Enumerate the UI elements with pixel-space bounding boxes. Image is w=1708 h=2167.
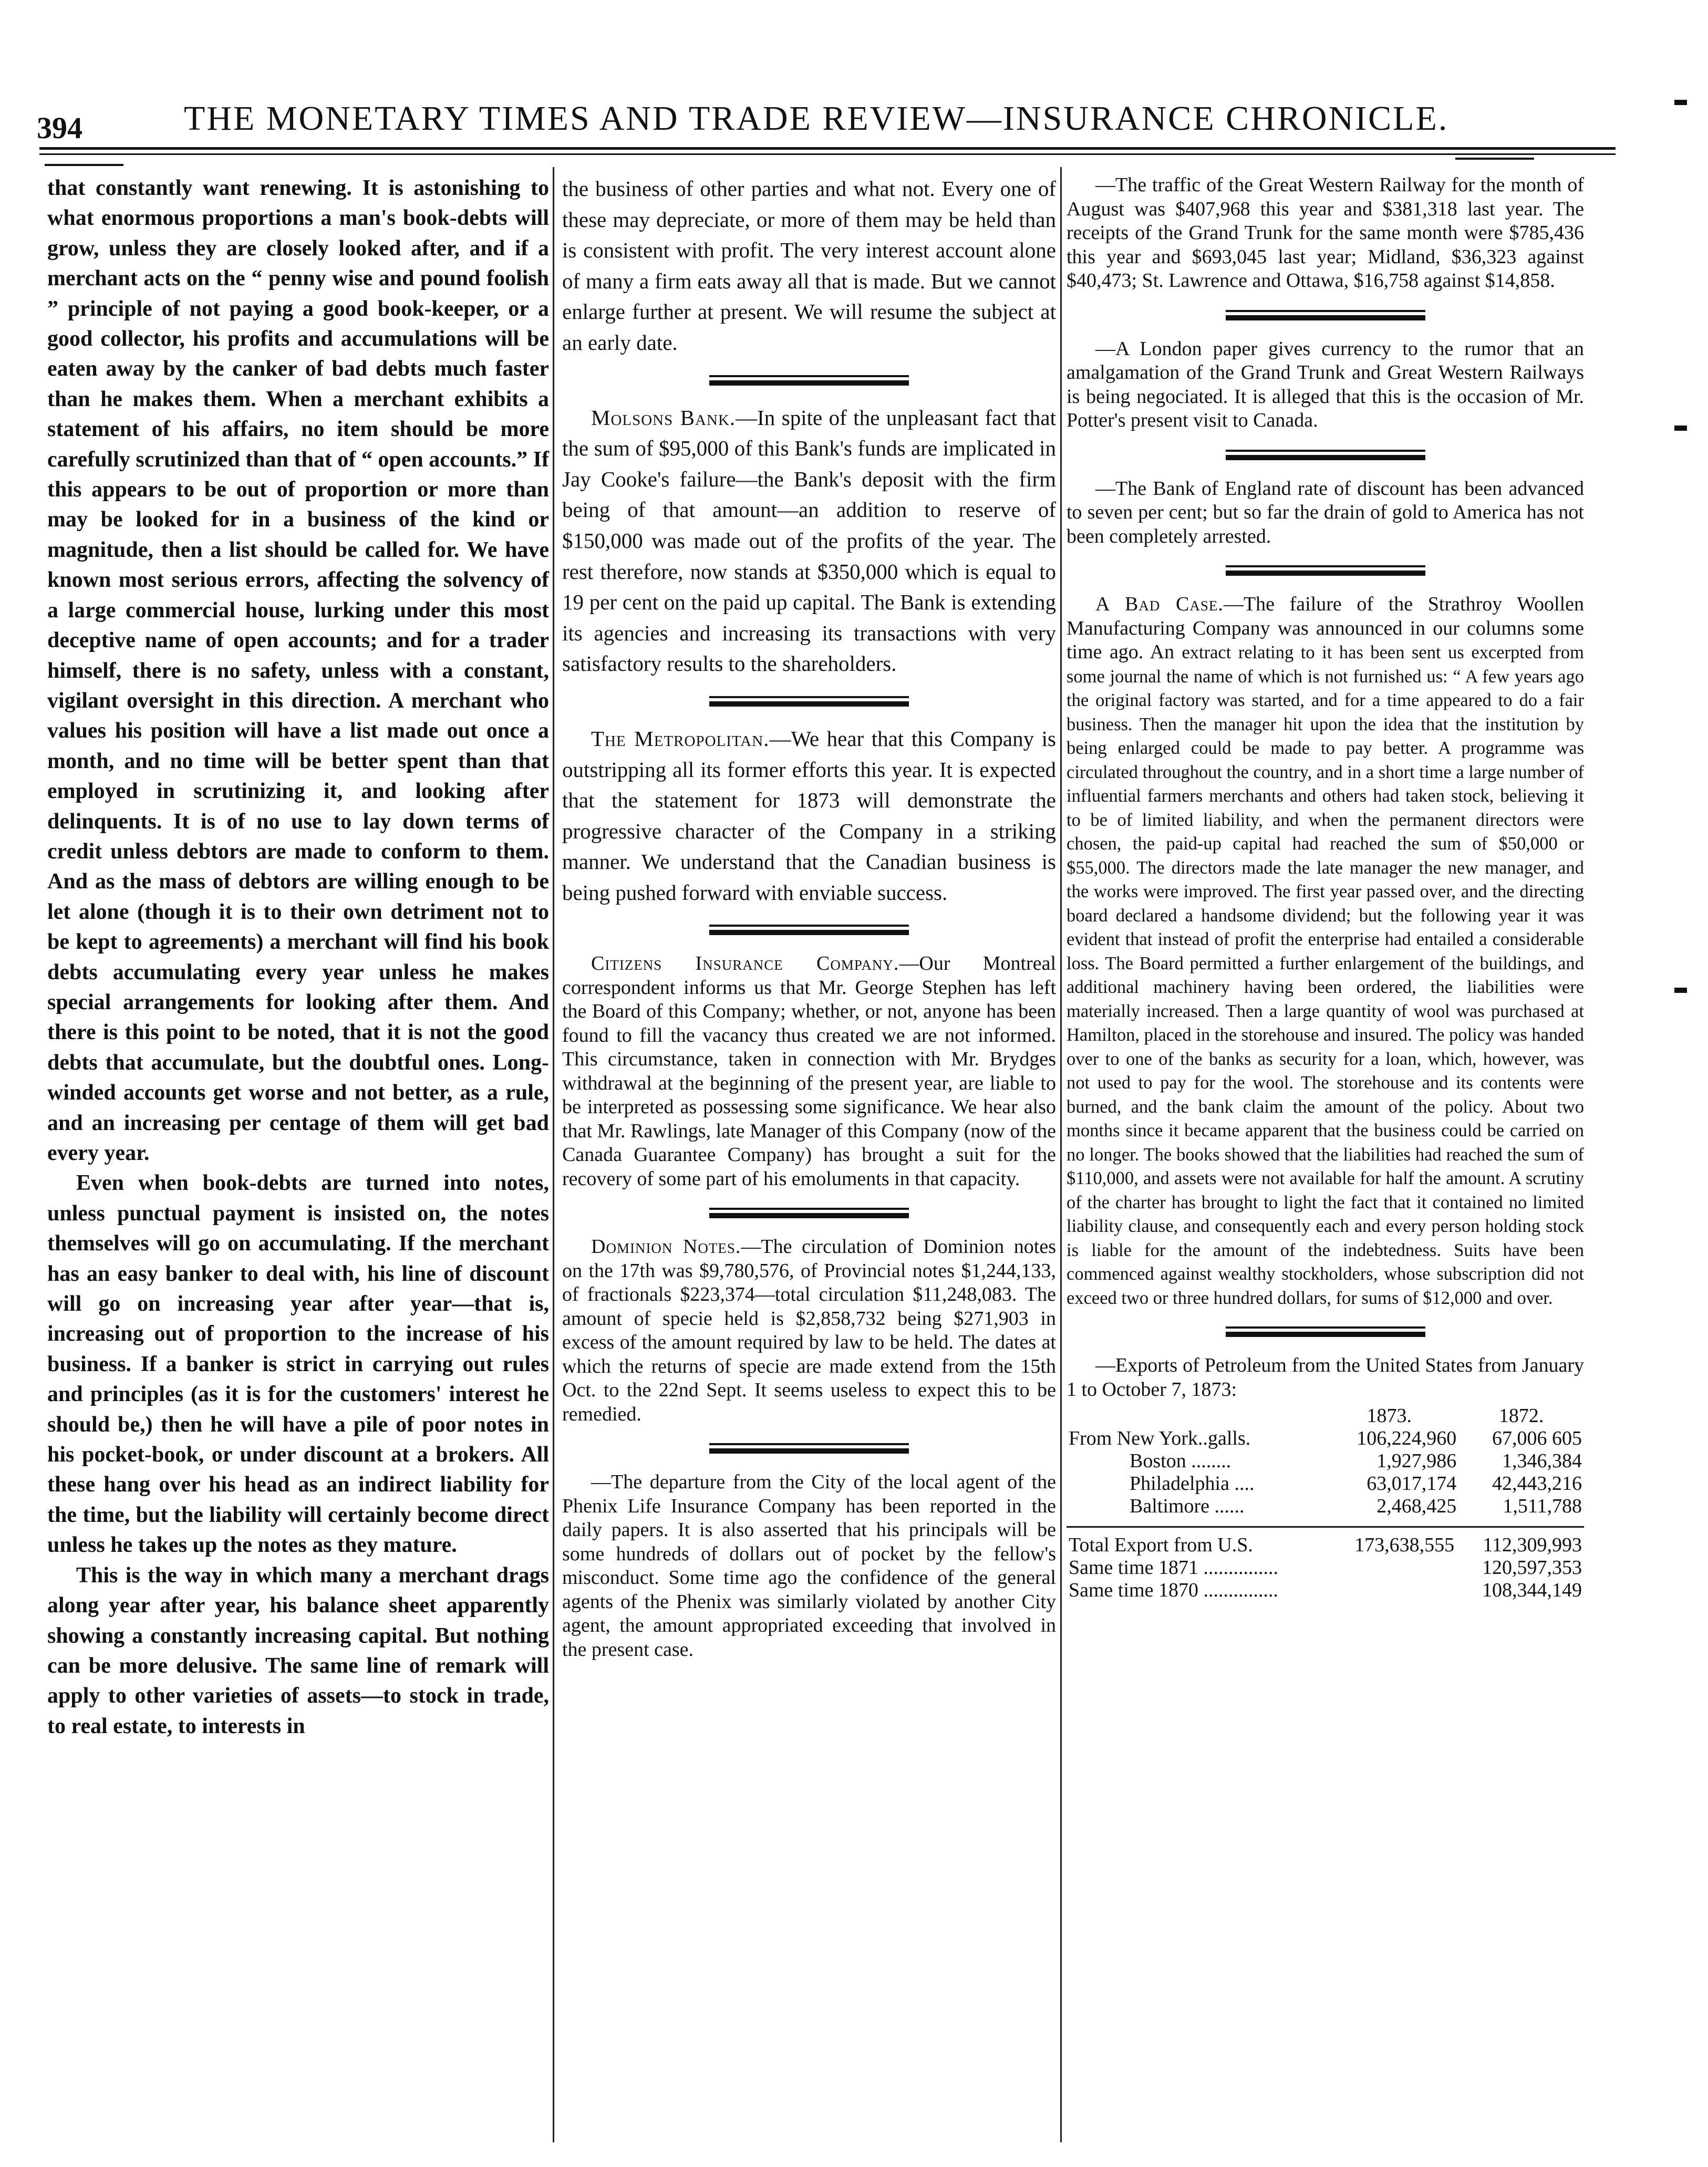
cell-1873: 1,927,986: [1376, 1450, 1457, 1472]
section-separator: [709, 1206, 909, 1219]
article-heading: Dominion Notes.: [591, 1236, 741, 1258]
section-separator: [1226, 1324, 1425, 1338]
column-3: [1067, 173, 1584, 1602]
article-body: —The circulation of Dominion notes on the 17th was $9,780,576, of Provincial notes $1,244,133, of fractionals $223,374—total circulation $11,248,083. The amount of specie held is $2,858,732 being $271,903 in excess of the amount required by law to be held. The dates at which the returns of specie are made extend from the 15th Oct. to the 22nd Sept. It seems useless to expect this to be remedied.: [562, 1236, 1056, 1425]
article-molsons-bank: [562, 402, 1056, 679]
article-bank-of-england: —The Bank of England rate of discount has been advanced to seven per cent; but so far the drain of gold to America has not been completely arrested.: [1067, 477, 1584, 547]
page-header: [37, 84, 1655, 145]
section-separator: [709, 922, 909, 936]
exports-totals-table: [1067, 1534, 1584, 1602]
cell-1872: 108,344,149: [1482, 1579, 1582, 1601]
exports-intro: —Exports of Petroleum from the United States from January 1 to October 7, 1873:: [1067, 1354, 1584, 1401]
row-label: Total Export from U.S.: [1069, 1534, 1253, 1556]
cell-1872: 112,309,993: [1483, 1534, 1582, 1556]
article-quote: extract relating to it has been sent us excerpted from some journal the name of which is not furnished us: “ A few years ago the original factory was started, and for a time appeared to do a fair business. Then the manager hit upon the idea that the institution by being enlarged could be made to pay better. A programme was circulated throughout the country, and in a short time a large number of influential farmers merchants and others had taken stock, believing it to be of limited liability, and when the permanent directors were chosen, the paid-up capital had reached the sum of $50,000 or $55,000. The directors made the late manager the new manager, and the works were improved. The first year passed over, and the directing board declared a handsome dividend; but the following year it was evident that instead of profit the enterprise had entailed a considerable loss. The Board permitted a further enlargement of the buildings, and additional machinery having been ordered, the liabilities were materially increased. Then a large quantity of wool was purchased at Hamilton, placed in the storehouse and insured. The policy was handed over to one of the banks as security for a loan, which, however, was not used to pay for the wool. The storehouse and its contents were burned, and the bank claim the amount of the policy. About two months since it became apparent that the business could be carried on no longer. The books showed that the liabilities had reached the sum of $110,000, and assets were not available for half the amount. A scrutiny of the charter has brought to light the fact that it contained no limited liability clause, and consequently each and every person holding stock is liable for the amount of the indebtedness. Suits have been commenced against wealthy stockholders, whose subscription did not exceed two or three hundred dollars, for sums of $12,000 and over.: [1067, 642, 1584, 1308]
cell-1872: 42,443,216: [1492, 1473, 1582, 1495]
section-separator: [1226, 563, 1425, 577]
row-label: From New York..galls.: [1069, 1427, 1251, 1449]
header-rule-short: [1455, 158, 1534, 160]
section-separator: [709, 373, 909, 387]
table-row: [1067, 1450, 1584, 1473]
section-separator: [709, 1441, 909, 1455]
article-london-paper: —A London paper gives currency to the rumor that an amalgamation of the Grand Trunk and Great Western Railways is being negociated. It is alleged that this is the occasion of Mr. Potter's present visit to Canada.: [1067, 337, 1584, 431]
column-1: [47, 173, 549, 1741]
cell-1872: 1,511,788: [1503, 1495, 1582, 1517]
table-row: [1067, 1473, 1584, 1495]
section-separator: [1226, 308, 1425, 322]
table-row: [1067, 1495, 1584, 1518]
scan-mark: [1674, 988, 1687, 993]
cell-1872: 1,346,384: [1502, 1450, 1582, 1472]
row-label: Baltimore ......: [1130, 1495, 1245, 1517]
cell-1873: 173,638,555: [1354, 1534, 1455, 1556]
cell-1872: 120,597,353: [1482, 1557, 1582, 1579]
table-rule: [1067, 1526, 1584, 1528]
running-title: THE MONETARY TIMES AND TRADE REVIEW—INSURANCE CHRONICLE.: [184, 99, 1449, 138]
article-heading: A Bad Case.: [1095, 593, 1224, 615]
header-rule-short: [45, 164, 123, 166]
article-heading: Molsons Bank.: [591, 405, 736, 430]
column-divider: [1060, 167, 1062, 2142]
article-body: —The failure of the Strathroy Woollen Manufacturing Company was announced in our columns some time ago. An: [1067, 593, 1584, 663]
table-row: [1067, 1557, 1584, 1579]
cell-1873: 106,224,960: [1357, 1427, 1457, 1449]
row-label: Same time 1870 ...............: [1069, 1579, 1278, 1601]
header-rule: [39, 153, 1616, 155]
cell-1872: 67,006 605: [1492, 1427, 1582, 1449]
scan-mark: [1674, 100, 1687, 105]
article-body: —We hear that this Company is outstripping all its former efforts this year. It is expected that the statement for 1873 will demonstrate the progressive character of the Company in a striking manner. We understand that the Canadian business is being pushed forward with enviable success.: [562, 726, 1057, 905]
cell-1873: [1329, 1557, 1456, 1579]
article-phenix: —The departure from the City of the local agent of the Phenix Life Insurance Company has been reported in the daily papers. It is also asserted that his principals will be some hundreds of dollars out of pocket by the fellow's misconduct. Some time ago the confidence of the general agents of the Phenix was similarly violated by another City agent, the amount appropriated exceeding that involved in the present case.: [562, 1471, 1056, 1661]
table-row: [1067, 1427, 1584, 1450]
cell-1873: [1329, 1579, 1456, 1602]
header-rule: [39, 147, 1616, 150]
article-body: —In spite of the unpleasant fact that the sum of $95,000 of this Bank's funds are implicated in Jay Cooke's failure—the Bank's deposit with the firm being of that amount—an addition to reserve of $150,000 was made out of the profits of the year. The rest therefore, now stands at $350,000 which is equal to 19 per cent on the paid up capital. The Bank is extending its agencies and increasing its transactions with very satisfactory results to the shareholders.: [562, 405, 1056, 676]
table-header-row: [1067, 1405, 1584, 1427]
paragraph: that constantly want renewing. It is astonishing to what enormous proportions a man's book-debts will grow, unless they are closely looked after, and if a merchant acts on the “ penny wise and pound foolish ” principle of not paying a good book-keeper, or a good collector, his profits and accumulations will be eaten away by the canker of bad debts much faster than he makes them. When a merchant exhibits a statement of his affairs, no item should be more carefully scrutinized than that of “ open accounts.” If this appears to be out of proportion or more than may be looked for in a business of the kind or magnitude, then a list should be called for. We have known most serious errors, affecting the solvency of a large commercial house, lurking under this most deceptive name of open accounts; and for a trader himself, there is no safety, unless with a constant, vigilant oversight in this direction. A merchant who values his position will have a list made out once a month, and no time will be better spent than that employed in scrutinizing it, and looking after delinquents. It is of no use to lay down terms of credit unless debtors are made to conform to them. And as the mass of debtors are willing enough to be let alone (though it is to their own detriment not to be kept to agreements) a merchant will find his book debts accumulating every year unless he makes special arrangements for looking after them. And there is this point to be noted, that it is not the good debts that accumulate, but the doubtful ones. Long-winded accounts get worse and not better, as a rule, and an increasing per centage of them will get bad every year.: [47, 176, 549, 1165]
article-body: —Our Montreal correspondent informs us that Mr. George Stephen has left the Board of this Company; whether, or not, anyone has been found to fill the vacancy thus created we are not informed. This circumstance, taken in connection with Mr. Brydges withdrawal at the beginning of the present year, are liable to be interpreted as possessing some significance. We hear also that Mr. Rawlings, late Manager of this Company (now of the Canada Guarantee Company) has brought a suit for the recovery of some part of his emoluments in that capacity.: [562, 952, 1057, 1190]
paragraph: Even when book-debts are turned into notes, unless punctual payment is insisted on, the notes themselves will go on accumulating. If the merchant has an easy banker to deal with, his line of discount will go on increasing year after year—that is, increasing out of proportion to the increase of his business. If a banker is strict in carrying out rules and principles (as it is for the customers' interest he should be,) then he will have a pile of poor notes in his pocket-book, or under discount at a brokers. All these hang over his head as an indirect liability for the time, but the liability will certainly become direct unless he takes up the notes as they mature.: [47, 1171, 549, 1558]
column-divider: [553, 167, 554, 2142]
article-great-western: —The traffic of the Great Western Railway for the month of August was $407,968 this year and $381,318 last year. The receipts of the Grand Trunk for the same month were $785,436 this year and $693,045 last year; Midland, $36,323 against $40,473; St. Lawrence and Ottawa, $16,758 against $14,858.: [1067, 174, 1584, 292]
section-separator: [1226, 448, 1425, 461]
row-label: Same time 1871 ...............: [1069, 1557, 1278, 1579]
cell-1873: 2,468,425: [1376, 1495, 1457, 1517]
page-number: 394: [37, 111, 82, 145]
article-bad-case: [1067, 593, 1584, 1310]
table-row: [1067, 1534, 1584, 1557]
paragraph: This is the way in which many a merchant drags along year after year, his balance sheet apparently showing a constantly increasing capital. But nothing can be more delusive. The same line of remark will apply to other varieties of assets—to stock in trade, to real estate, to interests in: [47, 1563, 549, 1738]
column-header: 1872.: [1498, 1405, 1544, 1427]
article-heading: The Metropolitan.: [591, 726, 770, 751]
cell-1873: 63,017,174: [1367, 1473, 1457, 1495]
paragraph: the business of other parties and what not. Every one of these may depreciate, or more of them may be held than is consistent with profit. The very interest account alone of many a firm eats away all that is made. But we cannot enlarge further at present. We will resume the subject at an early date.: [562, 177, 1056, 355]
column-header: 1873.: [1367, 1405, 1412, 1427]
row-label: Boston ........: [1130, 1450, 1231, 1472]
column-2: [562, 173, 1056, 1662]
article-dominion-notes: [562, 1235, 1056, 1426]
table-row: [1067, 1579, 1584, 1602]
scan-mark: [1674, 426, 1687, 431]
row-label: Philadelphia ....: [1130, 1473, 1255, 1495]
article-metropolitan: [562, 723, 1056, 908]
section-separator: [709, 694, 909, 708]
article-citizens-insurance: [562, 952, 1056, 1191]
article-heading: Citizens Insurance Company.: [591, 952, 899, 975]
exports-table: [1067, 1405, 1584, 1518]
